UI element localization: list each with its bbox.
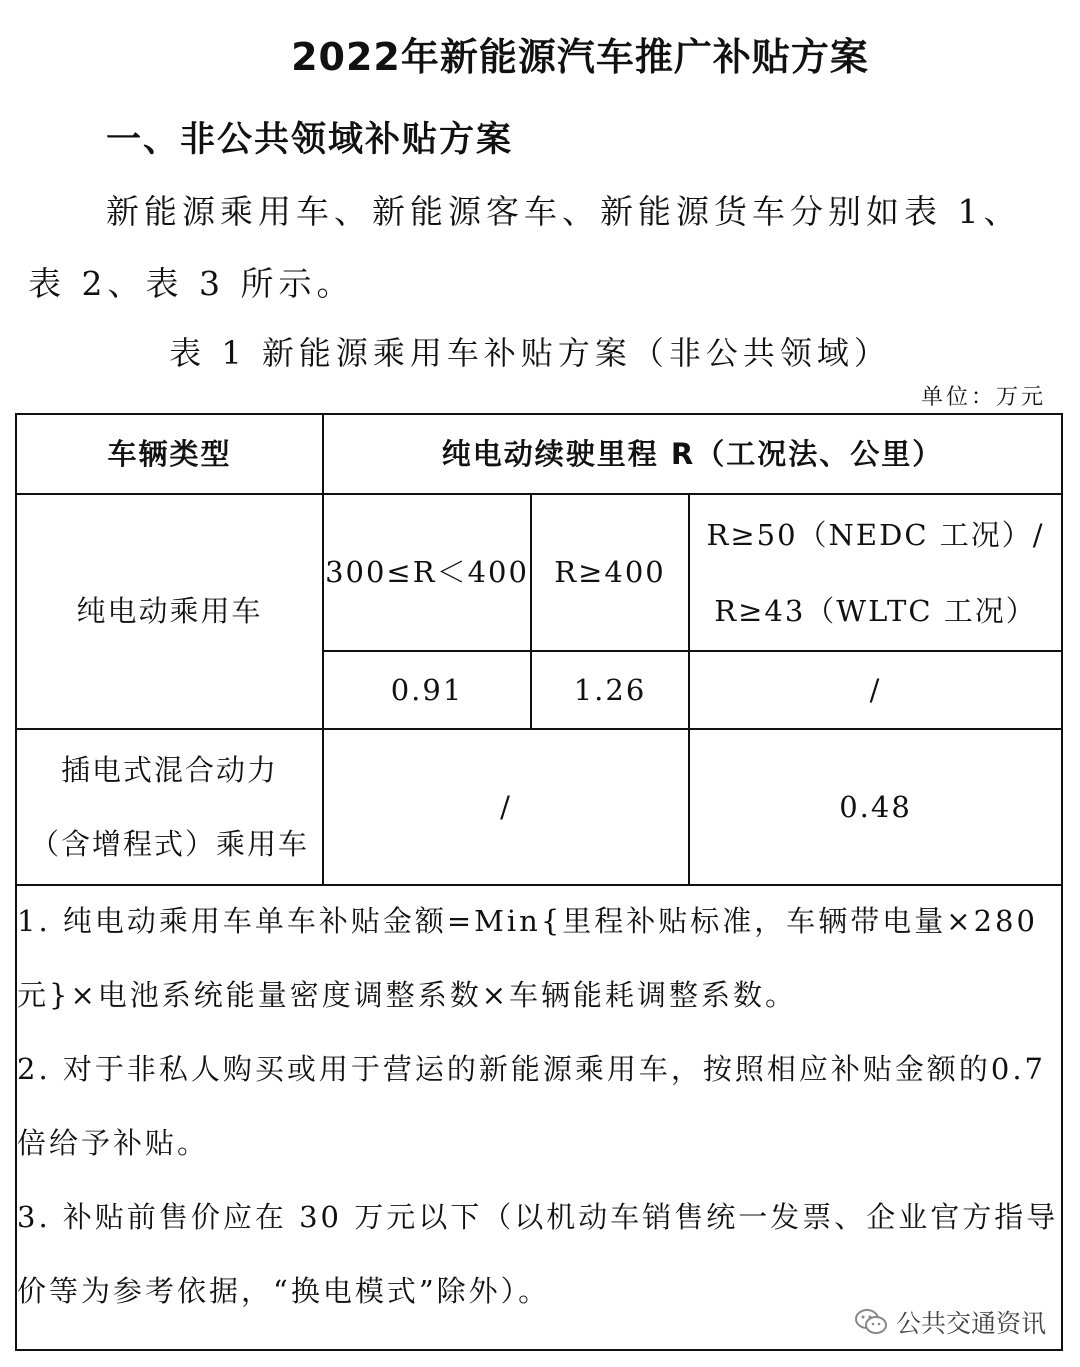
watermark <box>854 1304 1046 1340</box>
note-2: 2. 对于非私人购买或用于营运的新能源乘用车，按照相应补贴金额的0.7 倍给予补贴。 <box>17 1052 1047 1160</box>
range-col-2: R≥400 <box>554 555 666 590</box>
section-heading: 一、非公共领域补贴方案 <box>106 120 514 160</box>
row-phev-line-1: 插电式混合动力 <box>60 753 278 787</box>
note-1: 1. 纯电动乘用车单车补贴金额=Min{里程补贴标准，车辆带电量×280元}×电池系统能量密度调整系数×车辆能耗调整系数。 <box>17 904 1038 1012</box>
intro-line-2: 表 2、表 3 所示。 <box>28 264 355 303</box>
row-phev-line-2: （含增程式）乘用车 <box>29 827 309 861</box>
range-col-3 <box>690 495 1061 650</box>
range-col-3-line-2: R≥43（WLTC 工况） <box>714 593 1037 628</box>
bev-value-1: 0.91 <box>390 672 464 707</box>
intro-line-1: 新能源乘用车、新能源客车、新能源货车分别如表 1、 <box>106 192 1022 231</box>
document-title: 2022年新能源汽车推广补贴方案 <box>291 35 869 79</box>
range-col-1: 300≤R＜400 <box>325 555 529 590</box>
table-caption: 表 1 新能源乘用车补贴方案（非公共领域） <box>169 334 891 372</box>
note-3: 3. 补贴前售价应在 30 万元以下（以机动车销售统一发票、企业官方指导价等为参考依据，“换电模式”除外）。 <box>17 1200 1059 1308</box>
row-bev-label: 纯电动乘用车 <box>76 594 263 629</box>
header-vehicle-type: 车辆类型 <box>107 436 232 471</box>
bev-value-3: / <box>869 672 882 707</box>
wechat-icon <box>854 1308 888 1336</box>
watermark-text: 公共交通资讯 <box>895 1309 1046 1338</box>
phev-value-left: / <box>500 789 512 824</box>
row-phev-label <box>17 730 322 884</box>
phev-value-right: 0.48 <box>839 789 912 824</box>
unit-label: 单位：万元 <box>920 385 1046 410</box>
header-range: 纯电动续驶里程 R（工况法、公里） <box>441 436 944 471</box>
notes-section <box>17 884 1061 1328</box>
bev-value-2: 1.26 <box>573 672 647 707</box>
range-col-3-line-1: R≥50（NEDC 工况）/ <box>706 517 1045 552</box>
